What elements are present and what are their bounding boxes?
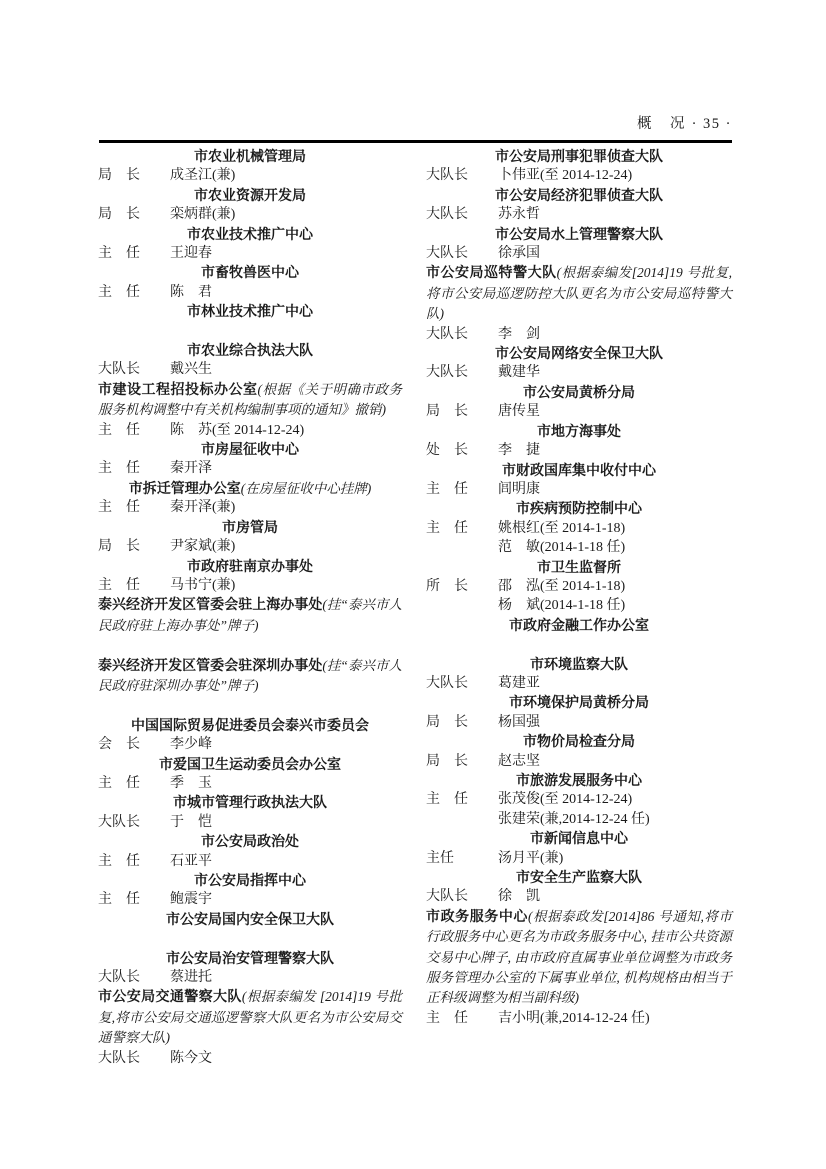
person-name: 张建荣(兼,2014-12-24 任): [498, 811, 650, 827]
org-name: 市农业机械管理局: [194, 148, 306, 164]
org-name: 市农业技术推广中心: [187, 225, 313, 242]
org-name: 市公安局交通警察大队: [98, 988, 242, 1005]
org-heading: [426, 655, 732, 674]
role-label: 主 任: [98, 853, 140, 869]
person-row: [426, 402, 732, 421]
org-name: 市农业资源开发局: [194, 186, 306, 203]
person-name: 鲍震宇: [170, 892, 212, 908]
person-row: [426, 441, 732, 460]
person-name: 葛建亚: [498, 675, 540, 691]
person-name: 徐 凯: [498, 889, 540, 905]
org-note: (根据《关于明确市政务服务机构调整中有关机构编制事项的通知》撤销): [98, 381, 402, 418]
role-label: 主 任: [98, 284, 140, 300]
person-row: [98, 498, 402, 517]
section-title: 概 况: [636, 116, 687, 132]
role-label: 局 长: [98, 539, 140, 555]
role-label: 大队长: [426, 365, 468, 381]
person-name: 季 玉: [170, 775, 212, 791]
person-name: 苏永哲: [498, 207, 540, 223]
person-name: 李少峰: [170, 737, 212, 753]
person-row: [426, 325, 732, 344]
person-row: [98, 968, 402, 987]
person-continuation-row: [426, 810, 732, 829]
person-row: [426, 674, 732, 693]
person-name: 陈今文: [170, 1050, 212, 1066]
org-name: 市农业综合执法大队: [187, 342, 313, 359]
person-row: [426, 363, 732, 382]
org-paragraph: [98, 656, 402, 697]
right-column: [426, 147, 732, 1028]
org-name: 市房管局: [222, 518, 278, 535]
blank-line: [98, 322, 402, 341]
blank-line: [98, 696, 402, 715]
role-label: 局 长: [98, 207, 140, 223]
person-row: [426, 1009, 732, 1028]
person-row: [98, 774, 402, 793]
org-heading: [98, 755, 402, 774]
org-name: 市城市管理行政执法大队: [173, 794, 327, 811]
person-name: 王迎春: [170, 246, 212, 262]
person-row: [426, 166, 732, 185]
person-name: 成圣江(兼): [170, 168, 236, 184]
page-number: · 35 ·: [691, 116, 732, 132]
org-heading: [426, 732, 732, 751]
org-name: 市政府金融工作办公室: [509, 616, 649, 633]
org-name: 市环境保护局黄桥分局: [509, 694, 649, 711]
org-heading: [98, 302, 402, 321]
org-paragraph: [426, 263, 732, 324]
role-label: 主 任: [98, 500, 140, 516]
person-name: 马书宁(兼): [170, 577, 236, 593]
person-row: [98, 852, 402, 871]
person-row: [98, 166, 402, 185]
person-name: 李 捷: [498, 443, 540, 459]
person-name: 唐传星: [498, 404, 540, 420]
person-row: [98, 813, 402, 832]
org-heading: [98, 225, 402, 244]
person-name: 张茂俊(至 2014-12-24): [498, 792, 633, 808]
person-name: 姚根红(至 2014-1-18): [498, 520, 626, 536]
role-label: 会 长: [98, 737, 140, 753]
person-name: 陈 苏(至 2014-12-24): [170, 422, 305, 438]
org-paragraph: [426, 907, 732, 1009]
role-label: 处 长: [426, 443, 468, 459]
role-label: 主 任: [426, 1010, 468, 1026]
person-name: 李 剑: [498, 326, 540, 342]
org-note: (根据泰编发 [2014]19 号批复,将市公安局交通巡逻警察大队更名为市公安局交通警察大队): [98, 989, 402, 1046]
org-heading: [426, 422, 732, 441]
org-heading: [426, 383, 732, 402]
org-heading: [98, 832, 402, 851]
person-row: [426, 519, 732, 538]
org-name: 市卫生监督所: [537, 558, 621, 575]
org-name: 市旅游发展服务中心: [516, 771, 642, 788]
role-label: 局 长: [426, 753, 468, 769]
org-heading: [98, 793, 402, 812]
org-heading: [98, 440, 402, 459]
org-name: 泰兴经济开发区管委会驻深圳办事处: [98, 656, 323, 673]
person-row: [98, 890, 402, 909]
org-heading: [426, 558, 732, 577]
role-label: 主 任: [98, 892, 140, 908]
person-continuation-row: [426, 538, 732, 557]
org-name: 市林业技术推广中心: [187, 303, 313, 320]
person-row: [98, 1049, 402, 1068]
org-heading: [426, 693, 732, 712]
person-name: 秦开泽(兼): [170, 500, 236, 516]
person-row: [426, 752, 732, 771]
person-row: [426, 790, 732, 809]
org-name: 市公安局水上管理警察大队: [495, 225, 663, 242]
person-name: 石亚平: [170, 853, 212, 869]
person-row: [98, 735, 402, 754]
role-label: 大队长: [98, 362, 140, 378]
org-name: 市爱国卫生运动委员会办公室: [159, 755, 341, 772]
person-name: 闾明康: [498, 481, 540, 497]
org-heading: [98, 557, 402, 576]
org-heading: [426, 186, 732, 205]
person-row: [426, 849, 732, 868]
role-label: 主任: [426, 850, 454, 866]
org-name: 市公安局经济犯罪侦查大队: [495, 186, 663, 203]
role-label: 主 任: [98, 775, 140, 791]
role-label: 主 任: [98, 422, 140, 438]
org-note: (挂“泰兴市人民政府驻上海办事处”牌子): [98, 597, 402, 633]
org-name: 泰兴经济开发区管委会驻上海办事处: [98, 596, 323, 613]
org-name: 市政府驻南京办事处: [187, 557, 313, 574]
person-row: [98, 459, 402, 478]
role-label: 大队长: [426, 246, 468, 262]
org-heading: [98, 341, 402, 360]
org-name: 市公安局国内安全保卫大队: [166, 910, 334, 927]
org-name: 市政务服务中心: [426, 907, 528, 924]
org-paragraph: [98, 380, 402, 421]
org-name: 市公安局网络安全保卫大队: [495, 345, 663, 362]
left-column: [98, 147, 402, 1068]
role-label: 局 长: [426, 714, 468, 730]
person-row: [426, 480, 732, 499]
person-name: 汤月平(兼): [498, 850, 564, 866]
org-name: 市财政国库集中收付中心: [502, 461, 656, 478]
role-label: 大队长: [426, 326, 468, 342]
role-label: 主 任: [98, 461, 140, 477]
org-name: 市拆迁管理办公室: [128, 479, 241, 496]
org-heading: [98, 716, 402, 735]
org-name: 市公安局巡特警大队: [426, 264, 557, 281]
org-heading: [426, 616, 732, 635]
person-name: 栾炳群(兼): [170, 207, 236, 223]
person-name: 吉小明(兼,2014-12-24 任): [498, 1010, 650, 1026]
org-heading: [426, 461, 732, 480]
role-label: 主 任: [98, 246, 140, 262]
org-heading: [426, 225, 732, 244]
role-label: 所 长: [426, 578, 468, 594]
org-name: 中国国际贸易促进委员会泰兴市委员会: [131, 716, 369, 733]
role-label: 大队长: [98, 970, 140, 985]
person-row: [98, 244, 402, 263]
person-name: 戴建华: [498, 365, 540, 381]
person-row: [98, 576, 402, 595]
org-heading: [98, 910, 402, 929]
person-name: 秦开泽: [170, 461, 212, 477]
role-label: 大队长: [98, 814, 140, 830]
role-label: 主 任: [426, 481, 468, 497]
person-name: 赵志坚: [498, 753, 540, 769]
org-name: 市建设工程招投标办公室: [98, 380, 258, 397]
person-row: [98, 360, 402, 379]
role-label: 主 任: [426, 520, 468, 536]
person-name: 尹家斌(兼): [170, 539, 236, 555]
org-heading: [426, 344, 732, 363]
person-name: 徐承国: [498, 246, 540, 262]
person-name: 蔡进托: [170, 970, 212, 985]
role-label: 局 长: [426, 404, 468, 420]
org-paragraph: [98, 595, 402, 636]
org-name: 市公安局指挥中心: [194, 871, 306, 888]
org-heading: [98, 479, 402, 498]
org-name: 市公安局治安管理警察大队: [166, 949, 334, 966]
org-heading: [98, 186, 402, 205]
person-row: [98, 283, 402, 302]
org-note: (根据泰政发[2014]86 号通知,将市行政服务中心更名为市政务服务中心, 挂市公共资源交易中心牌子, 由市政府直属事业单位调整为市政务服务管理办公室的下属事业单位, 机构规格由相当于正科级调整为相当副科级): [426, 908, 733, 1006]
person-row: [426, 713, 732, 732]
person-row: [98, 537, 402, 556]
org-heading: [98, 949, 402, 968]
person-row: [426, 577, 732, 596]
role-label: 大队长: [98, 1050, 140, 1066]
role-label: 大队长: [426, 889, 468, 905]
org-name: 市新闻信息中心: [530, 830, 628, 847]
org-heading: [426, 147, 732, 166]
role-label: 大队长: [426, 168, 468, 184]
blank-line: [98, 929, 402, 948]
person-name: 邵 泓(至 2014-1-18): [498, 578, 626, 594]
org-name: 市公安局黄桥分局: [523, 383, 635, 400]
person-name: 卜伟亚(至 2014-12-24): [498, 168, 633, 184]
org-name: 市安全生产监察大队: [516, 869, 642, 886]
person-row: [426, 887, 732, 906]
org-name: 市环境监察大队: [530, 655, 628, 672]
org-heading: [98, 263, 402, 282]
page-header: [100, 112, 732, 133]
org-heading: [426, 499, 732, 518]
header-rule: [99, 140, 732, 143]
org-heading: [98, 147, 402, 166]
org-heading: [426, 829, 732, 848]
org-heading: [426, 868, 732, 887]
person-row: [98, 205, 402, 224]
person-name: 于 恺: [170, 814, 212, 830]
role-label: 局 长: [98, 168, 140, 184]
person-name: 戴兴生: [170, 362, 212, 378]
org-name: 市疾病预防控制中心: [516, 500, 642, 517]
org-note: (挂“泰兴市人民政府驻深圳办事处”牌子): [98, 657, 402, 693]
person-row: [98, 421, 402, 440]
blank-line: [98, 636, 402, 655]
org-name: 市地方海事处: [537, 422, 621, 439]
org-note: (根据泰编发[2014]19 号批复,将市公安局巡逻防控大队更名为市公安局巡特警大队): [426, 265, 733, 322]
person-name: 陈 君: [170, 284, 212, 300]
blank-line: [426, 635, 732, 654]
org-name: 市公安局政治处: [201, 833, 299, 850]
org-heading: [98, 871, 402, 890]
person-continuation-row: [426, 596, 732, 615]
role-label: 主 任: [98, 577, 140, 593]
person-name: 杨 斌(2014-1-18 任): [498, 598, 626, 614]
role-label: 主 任: [426, 792, 468, 808]
org-name: 市公安局刑事犯罪侦查大队: [495, 148, 663, 164]
org-name: 市畜牧兽医中心: [201, 264, 299, 281]
org-heading: [426, 771, 732, 790]
role-label: 大队长: [426, 675, 468, 691]
org-name: 市物价局检查分局: [523, 733, 635, 750]
person-name: 范 敏(2014-1-18 任): [498, 540, 626, 556]
person-row: [426, 244, 732, 263]
person-row: [426, 205, 732, 224]
org-name: 市房屋征收中心: [201, 441, 299, 458]
org-paragraph: [98, 987, 402, 1048]
org-note: (在房屋征收中心挂牌): [240, 480, 372, 496]
org-heading: [98, 518, 402, 537]
person-name: 杨国强: [498, 714, 540, 730]
role-label: 大队长: [426, 207, 468, 223]
